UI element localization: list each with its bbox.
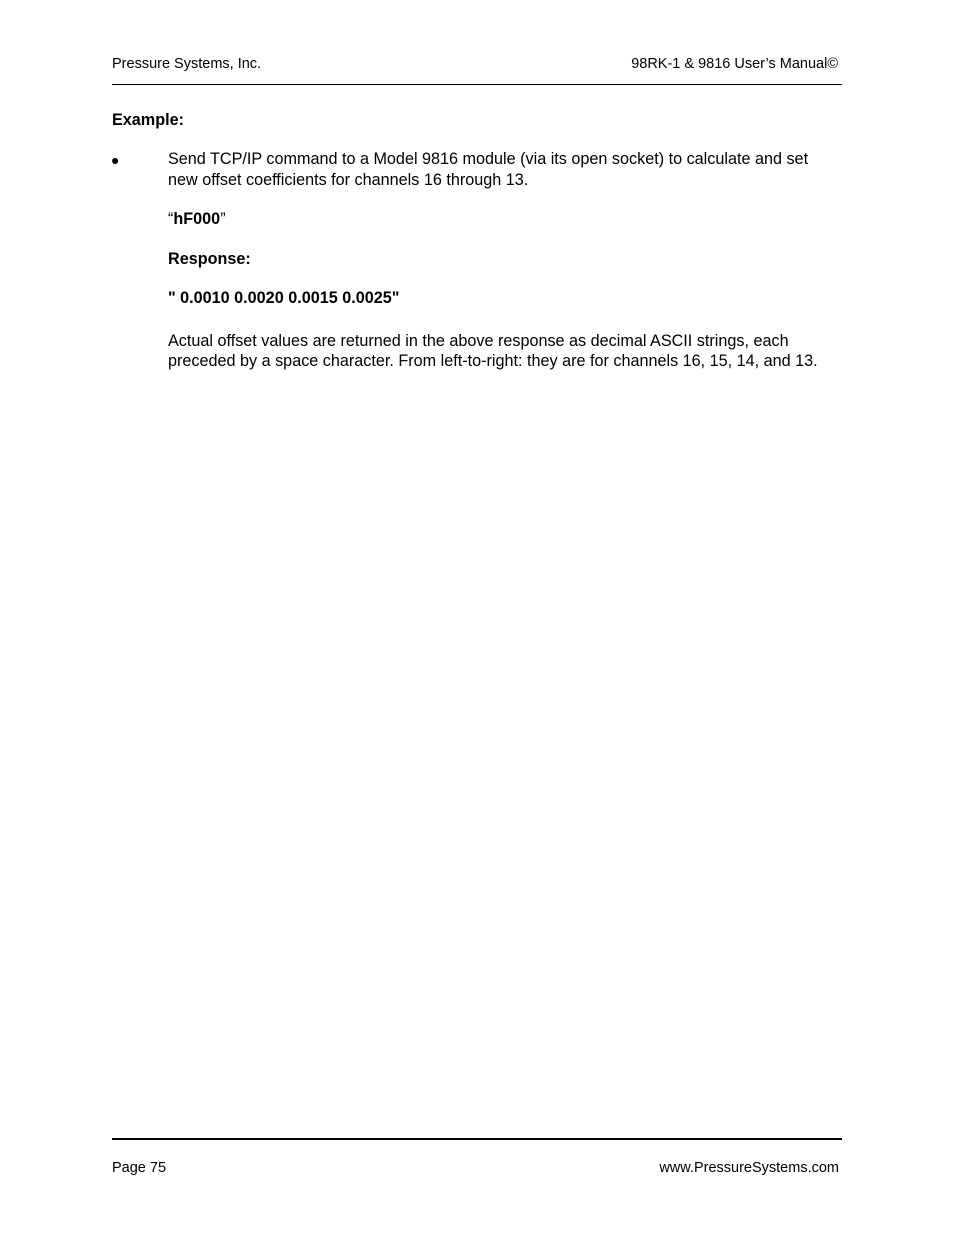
header-manual-title: 98RK-1 & 9816 User’s Manual© bbox=[631, 56, 838, 72]
header-company: Pressure Systems, Inc. bbox=[112, 56, 262, 72]
response-value: " 0.0010 0.0020 0.0015 0.0025" bbox=[168, 289, 400, 307]
header-divider bbox=[112, 84, 842, 85]
example-heading: Example: bbox=[112, 111, 184, 129]
explanation-paragraph: Actual offset values are returned in the above response as decimal ASCII strings, each preceded by a space character. From left-to-right: they are for channels 16, 15, 14, and 13. bbox=[168, 331, 818, 370]
command-text: hF000 bbox=[173, 210, 221, 228]
command-close-quote: ” bbox=[220, 210, 226, 228]
bullet-icon: ● bbox=[111, 152, 120, 168]
bullet-text: Send TCP/IP command to a Model 9816 module (via its open socket) to calculate and set new offset coefficients for channels 16 through 13. bbox=[168, 150, 809, 189]
website-link[interactable]: www.PressureSystems.com bbox=[659, 1160, 839, 1176]
page-number: Page 75 bbox=[112, 1160, 167, 1176]
command-line bbox=[168, 209, 842, 230]
response-label: Response: bbox=[168, 249, 251, 268]
command-open-quote: “ bbox=[168, 210, 174, 228]
footer-divider bbox=[112, 1138, 842, 1140]
example-content bbox=[168, 149, 842, 372]
